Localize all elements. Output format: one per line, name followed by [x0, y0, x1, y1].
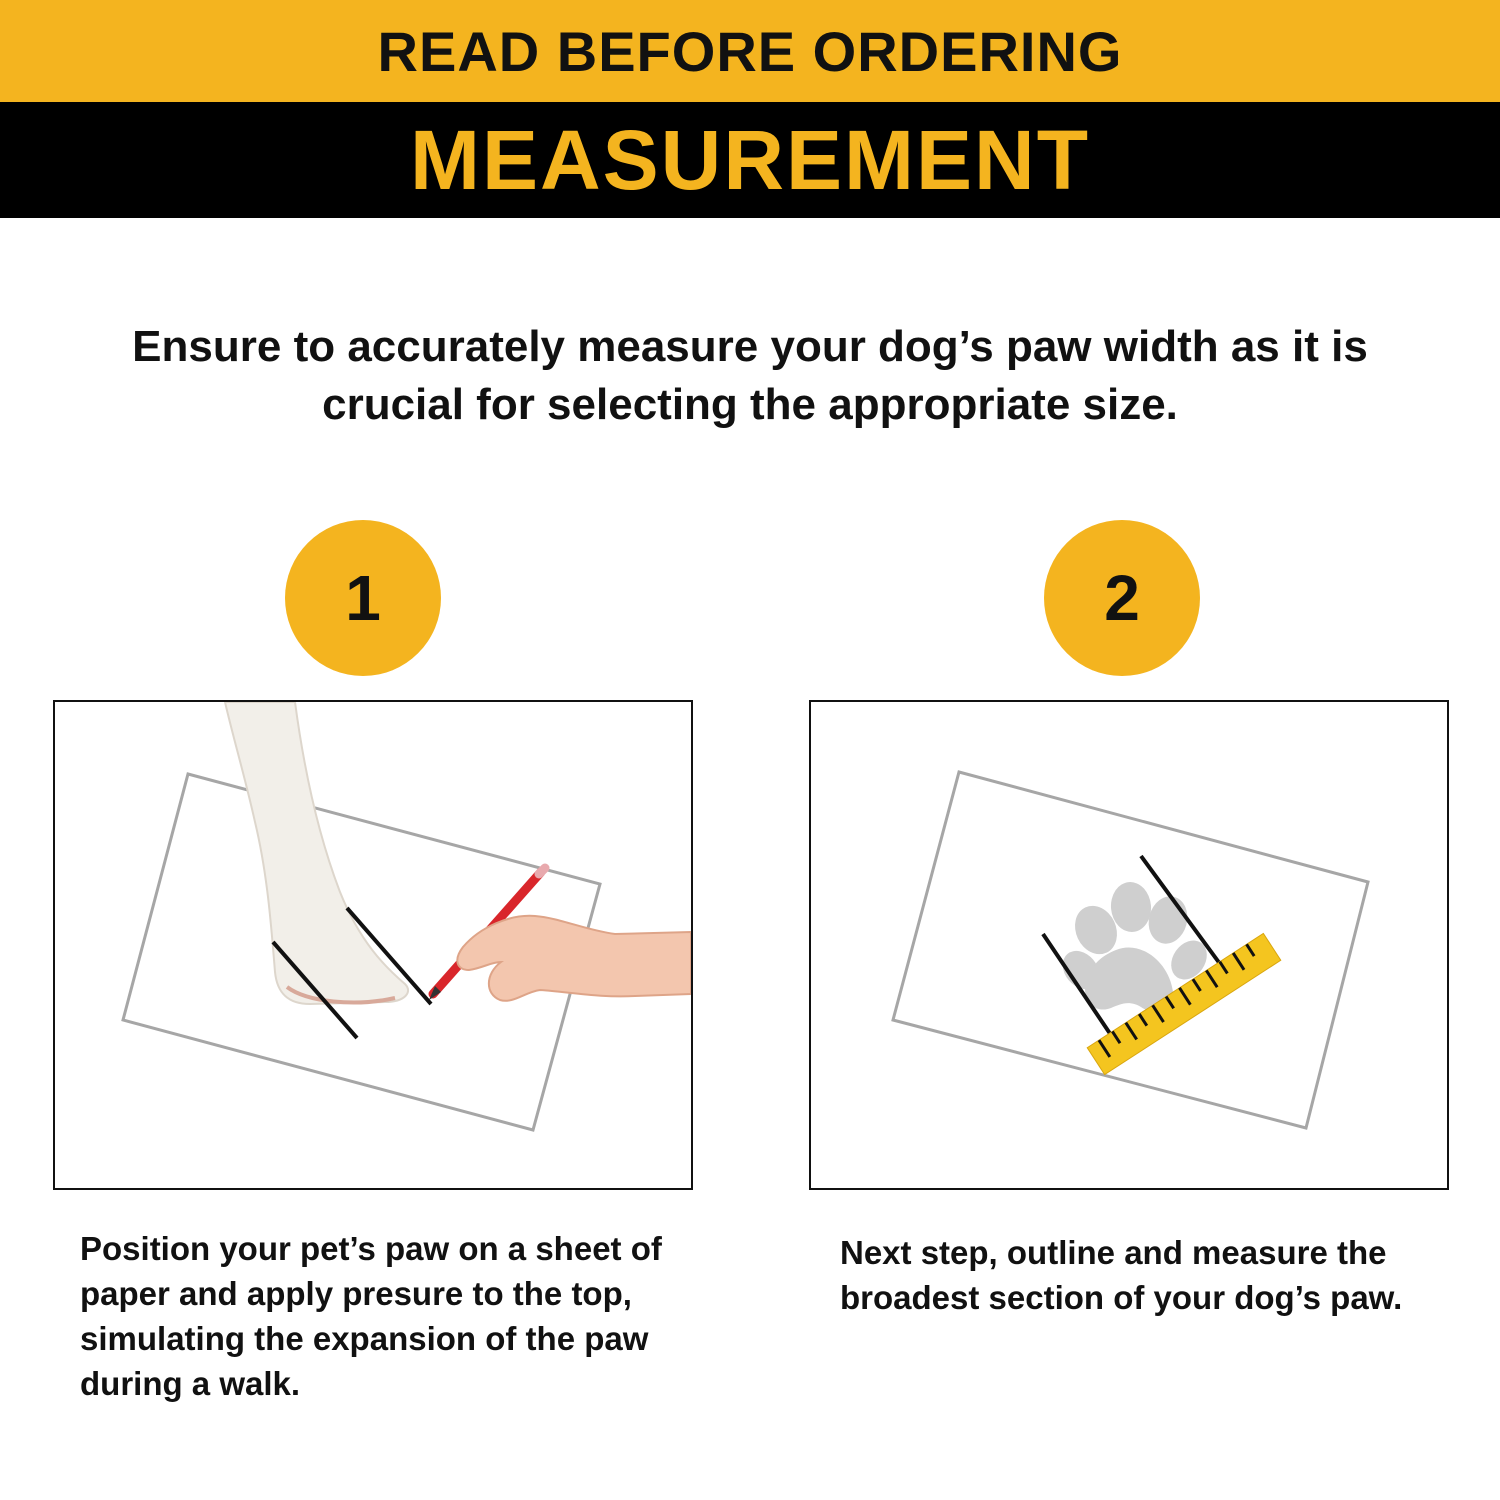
step-2-illustration: [809, 700, 1449, 1190]
intro-text: Ensure to accurately measure your dog’s paw width as it is crucial for selecting the appropriate size.: [132, 322, 1368, 429]
top-banner-text: READ BEFORE ORDERING: [377, 19, 1123, 83]
main-banner-title: MEASUREMENT: [409, 112, 1090, 207]
step-1-badge: 1: [285, 520, 441, 676]
top-banner: [0, 0, 1500, 102]
step-2-caption: Next step, outline and measure the broadest section of your dog’s paw.: [840, 1234, 1403, 1316]
step-1-caption: Position your pet’s paw on a sheet of paper and apply presure to the top, simulating the expansion of the paw during a walk.: [80, 1230, 662, 1402]
step-1-illustration: [53, 700, 693, 1190]
main-banner: [0, 102, 1500, 218]
step-2-badge: 2: [1044, 520, 1200, 676]
paw-ruler-icon: [811, 702, 1447, 1188]
dog-paw-pencil-icon: [55, 702, 691, 1188]
